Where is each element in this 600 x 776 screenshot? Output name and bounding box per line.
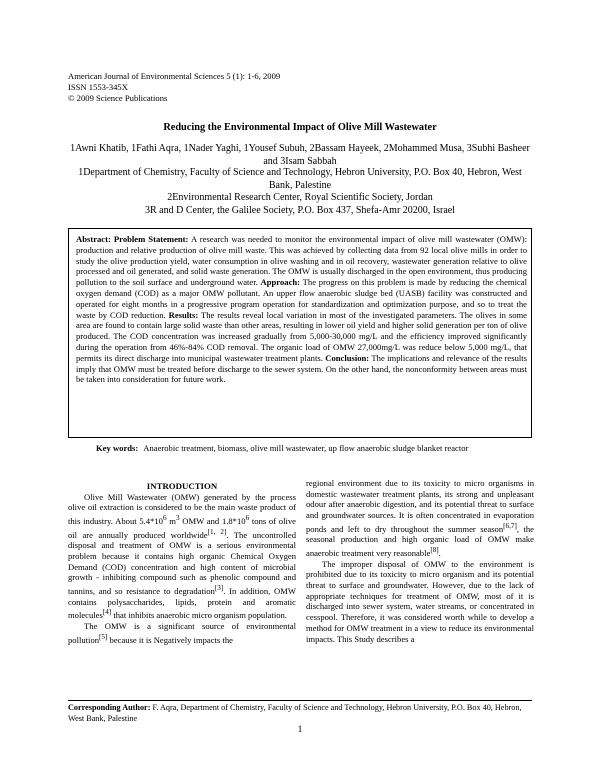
abstract-box xyxy=(68,228,532,438)
affiliations xyxy=(70,167,530,217)
problem-text: A research was needed to monitor the environmental impact of olive mill wastewater (OMW): production and relative production of olive mill waste. This was achieved by collecting data from 92 local olive mills in order to study the olive production yield, water consumption in olive washing and in oil recovery, wastewater generation relative to olive processed and oil generated, and solid waste generation. The OMW is usually discharged in the open environment, thus producing pollution to the soil surface and underground water. xyxy=(76,234,527,288)
corresponding-label: Corresponding Author: xyxy=(68,703,151,712)
approach-text: The progress on this problem is made by reducing the chemical oxygen demand (COD) as a major OMW pollutant. An upper flow anaerobic sludge bed (UASB) facility was constructed and operated for eight months in a progressive program operation for standardization and optimization purpose, and so to treat the waste by COD reduction. xyxy=(76,277,527,320)
footnote-divider xyxy=(68,700,532,701)
conclusion-text: The implications and relevance of the results imply that OMW must be treated before discharge to the sewer system. On the other hand, the nonconformity between areas must be taken into consideration for future work. xyxy=(76,352,527,385)
affiliation-3: 3R and D Center, the Galilee Society, P.O. Box 437, Shefa-Amr 20200, Israel xyxy=(145,204,455,216)
keywords-text: Anaerobic treatment, biomass, olive mill wastewater, up flow anaerobic sludge blanket reactor xyxy=(143,443,469,453)
author-list: 1Awni Khatib, 1Fathi Aqra, 1Nader Yaghi, 1Yousef Subuh, 2Bassam Hayeek, 2Mohammed Musa, 3Subhi Basheer and 3Isam Sabbah xyxy=(70,143,530,167)
page-number: 1 xyxy=(297,725,303,735)
approach-label: Approach: xyxy=(260,277,301,288)
journal-copyright: © 2009 Science Publications xyxy=(68,93,168,103)
journal-issn: ISSN 1553-345X xyxy=(68,82,128,92)
keywords-label: Key words: xyxy=(96,443,139,453)
right-column xyxy=(306,478,534,644)
left-column xyxy=(68,481,296,645)
conclusion-label: Conclusion: xyxy=(325,352,370,363)
problem-label: Problem Statement: xyxy=(113,234,189,244)
corresponding-author xyxy=(68,703,532,724)
journal-citation: American Journal of Environmental Sciences 5 (1): 1-6, 2009 xyxy=(68,71,281,81)
intro-paragraph-3: The improper disposal of OMW to the environment is prohibited due to its toxicity to micro organism and its potential threat to surface and groundwater. However, due to the lack of appropriate techniques for treatment of OMW, most of it is discharged into sewer system, water streams, or concentrated in cesspool. Therefore, it was considered worth while to develop a method for OMW treatment in a view to reduce its environmental impacts. This Study describes a xyxy=(306,558,534,644)
affiliation-1: 1Department of Chemistry, Faculty of Science and Technology, Hebron University, P.O. Box 40, Hebron, West Bank, Palestine xyxy=(78,167,522,191)
intro-paragraph-continued: regional environment due to its toxicity to micro organisms in domestic wastewater treatment plants, its strong and unpleasant odour after anaerobic digestion, and its potential threat to surface and groundwater sources. It is often concentrated in evaporation ponds and left to dry throughout the summer season[6,7], the seasonal production and high organic load of OMW make anaerobic treatment very reasonable[8]. xyxy=(306,478,534,558)
keywords xyxy=(96,443,536,454)
intro-paragraph-1: Olive Mill Wastewater (OMW) generated by the process olive oil extraction is considered to be the main waste product of this industry. About $5.4*10^6$ $m^3$ OMW and $1.8*10^6$ tons of olive oil are annually produced worldwide[1, 2]. The uncontrolled disposal and treatment of OMW is a serious environmental problem because it contains high organic Chemical Oxygen Demand (COD) concentration and high content of microbial growth - inhibiting compound such as phenolic compound and tannins, and so resistance to degradation[3]. In addition, OMW contains polysaccharides, lipids, protein and aromatic molecules[4] that inhibits anaerobic micro organism population. xyxy=(68,491,296,621)
affiliation-2: 2Environmental Research Center, Royal Scientific Society, Jordan xyxy=(167,192,433,203)
corresponding-text: F. Aqra, Department of Chemistry, Faculty of Science and Technology, Hebron University, P.O. Box 40, Hebron, West Bank, Palestine xyxy=(68,703,522,723)
intro-paragraph-2: The OMW is a significant source of environmental pollution[5] because it is Negatively impacts the xyxy=(68,620,296,645)
journal-info xyxy=(68,71,280,104)
abstract-label: Abstract: xyxy=(76,234,111,244)
introduction-heading: INTRODUCTION xyxy=(146,481,218,491)
results-text: The results reveal local variation in most of the investigated parameters. The olives in some area are found to contain large solid waste than other areas, resulting in lower oil yield and higher solid generation per ton of olive produced. The COD concentration was increased gradually from 5,000-30,000 mg/L and the efficiency improved significantly during the operation from 46%-84% COD removal. The organic load of OMW 27,000mg/L was reduce below 5,000 mg/L, that permits its direct discharge into municipal wastewater treatment plants. xyxy=(76,309,527,363)
paper-title: Reducing the Environmental Impact of Olive Mill Wastewater xyxy=(163,122,437,133)
abstract-text xyxy=(76,234,527,385)
results-label: Results: xyxy=(168,309,199,320)
